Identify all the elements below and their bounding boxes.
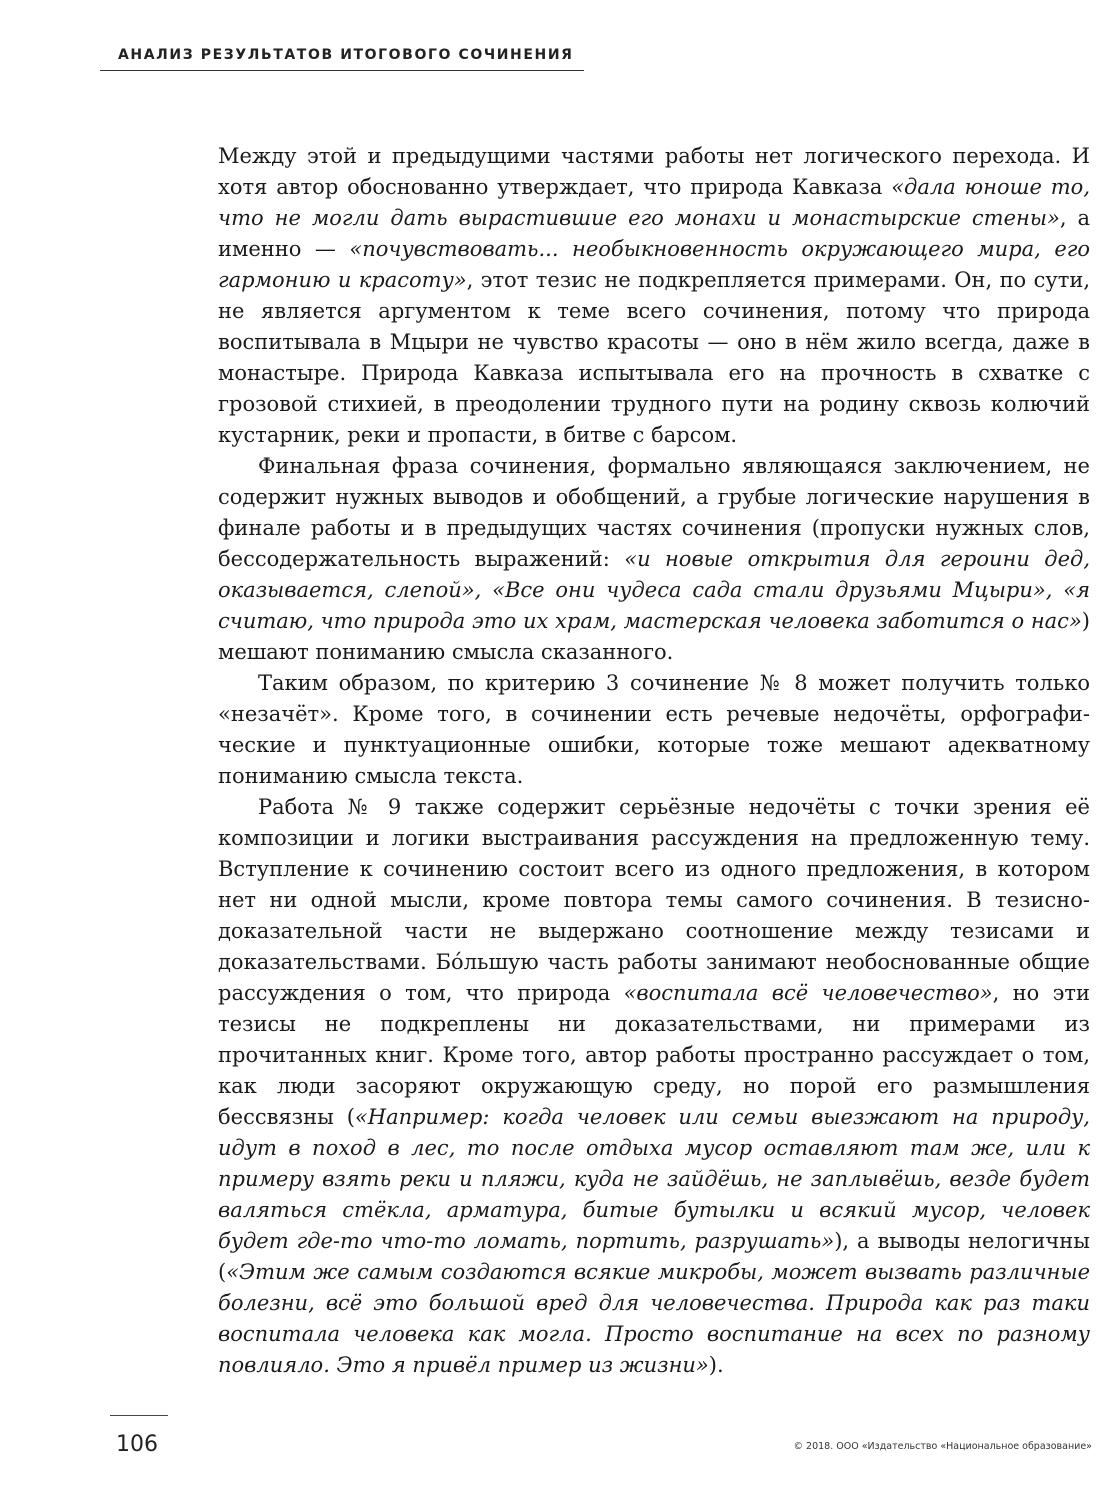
copyright-notice: © 2018. ООО «Издательство «Национальное образование» xyxy=(793,1441,1092,1452)
text-span: Таким образом, по критерию 3 сочинение № 8 может получить только «незачёт». Кроме того, в сочинении есть речевые недочёты, орфографические и пунктуационные ошибки, которые тоже мешают адекватному пониманию смысла текста. xyxy=(218,671,1090,788)
quote: «дала юноше то, что не могли дать вырастившие его монахи и монастырские стены» xyxy=(218,175,1091,230)
text-span: Финальная фраза сочинения, формально являющаяся заключением, не содержит нужных выводов и обобщений, а грубые логические нарушения в финале работы и в предыдущих частях сочинения (пропуски нужных слов, бессодержательность выражений: xyxy=(218,454,1090,571)
footer-rule xyxy=(110,1415,168,1416)
text-span: , а именно — xyxy=(218,206,1090,261)
paragraph-3 xyxy=(218,668,1090,792)
text-span: ). xyxy=(708,1353,724,1377)
quote: «Этим же самым создаются всякие микробы, может вызвать различные болезни, всё это большой вред для человечества. Природа как раз таки воспитала человека как могла. Просто воспитание на всех по разному повлияло. Это я привёл пример из жизни» xyxy=(218,1260,1090,1377)
text-span: Работа № 9 также содержит серьёзные недочёты с точки зрения её композиции и логики выстраивания рассуждения на предложенную тему. Вступление к сочинению состоит всего из одного предложения, в котором нет ни одной мысли, кроме повтора темы самого сочинения. В тезисно-доказательной части не выдержано соотношение между тезисами и доказательствами. Бóльшую часть работы занимают необоснованные общие рассуждения о том, что природа xyxy=(218,795,1090,1005)
header-rule xyxy=(100,70,584,71)
text-span: , этот тезис не подкрепляется примерами. Он, по сути, не является аргументом к теме всего сочинения, потому что природа воспитывала в Мцыри не чувство красоты — оно в нём жило всегда, даже в монастыре. Природа Кавказа испытывала его на прочность в схватке с грозовой стихией, в преодолении трудного пути на родину сквозь колючий кустарник, реки и пропасти, в битве с барсом. xyxy=(218,268,1090,447)
quote: «почувствовать... необыкновенность окружающего мира, его гармонию и красоту» xyxy=(218,237,1090,292)
quote: «и новые открытия для героини дед, оказывается, слепой», «Все они чудеса сада стали друзьями Мцыри», «я считаю, что природа это их храм, мастерская человека заботится о нас» xyxy=(218,547,1091,633)
text-span: ), а выводы нелогичны ( xyxy=(218,1229,1091,1284)
quote: «воспитала всё человечество» xyxy=(623,981,993,1005)
text-span: ) мешают пониманию смысла сказанного. xyxy=(218,609,1090,664)
paragraph-4 xyxy=(218,792,1090,1381)
running-header: АНАЛИЗ РЕЗУЛЬТАТОВ ИТОГОВОГО СОЧИНЕНИЯ xyxy=(118,47,574,63)
text-span: , но эти тезисы не подкреплены ни доказательствами, ни примерами из прочитанных книг. Кроме того, автор работы пространно рассуждает о том, как люди засоряют окружающую среду, но порой его размышления бессвязны ( xyxy=(218,981,1090,1129)
text-span: Между этой и предыдущими частями работы нет логического перехода. И хотя автор обоснованно утверждает, что природа Кавказа xyxy=(218,144,1090,199)
paragraph-1 xyxy=(218,141,1090,451)
page-number: 106 xyxy=(116,1432,158,1457)
quote: «Например: когда человек или семьи выезжают на природу, идут в поход в лес, то после отдыха мусор оставляют там же, или к примеру взять реки и пляжи, куда не зайдёшь, не заплывёшь, везде будет валяться стёкла, арматура, битые бутылки и всякий мусор, человек будет где-то что-то ломать, портить, разрушать» xyxy=(218,1105,1090,1253)
paragraph-2 xyxy=(218,451,1090,668)
body-text xyxy=(218,141,1090,1381)
